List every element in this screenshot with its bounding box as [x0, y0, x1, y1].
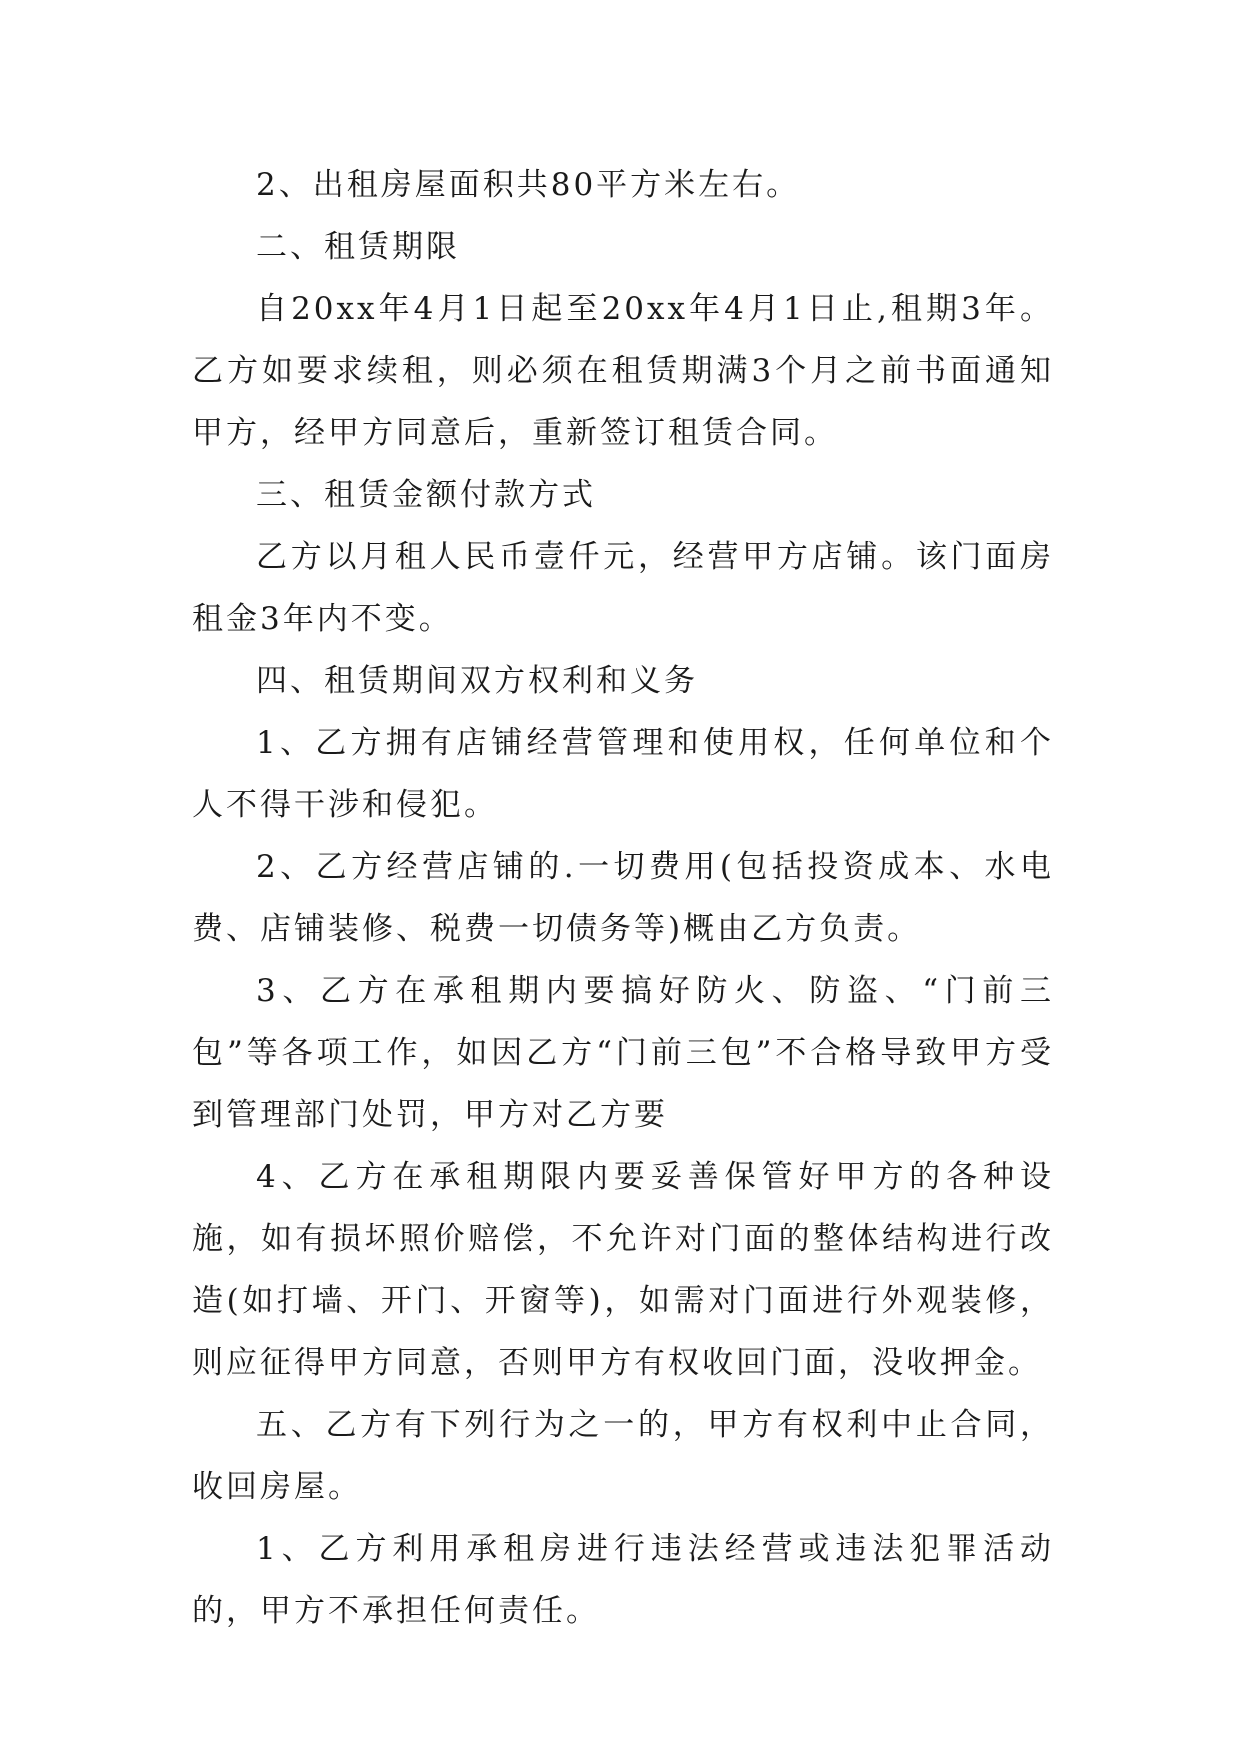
paragraph-rights-4: 4、乙方在承租期限内要妥善保管好甲方的各种设施，如有损坏照价赔偿，不允许对门面的整体结构进行改造(如打墙、开门、开窗等)，如需对门面进行外观装修，则应征得甲方同意，否则甲方有权收回门面，没收押金。	[192, 1159, 1054, 1381]
section-heading-rights: 四、租赁期间双方权利和义务	[256, 663, 698, 699]
paragraph-payment: 乙方以月租人民币壹仟元，经营甲方店铺。该门面房租金3年内不变。	[192, 539, 1054, 637]
paragraph-rights-2: 2、乙方经营店铺的.一切费用(包括投资成本、水电费、店铺装修、税费一切债务等)概由乙方负责。	[192, 849, 1054, 947]
paragraph-rights-3: 3、乙方在承租期内要搞好防火、防盗、“门前三包”等各项工作，如因乙方“门前三包”不合格导致甲方受到管理部门处罚，甲方对乙方要	[192, 973, 1054, 1133]
paragraph-termination-1: 1、乙方利用承租房进行违法经营或违法犯罪活动的，甲方不承担任何责任。	[192, 1531, 1054, 1629]
paragraph-term: 自20xx年4月1日起至20xx年4月1日止,租期3年。乙方如要求续租，则必须在租赁期满3个月之前书面通知甲方，经甲方同意后，重新签订租赁合同。	[192, 291, 1054, 451]
section-heading-payment: 三、租赁金额付款方式	[256, 477, 596, 513]
paragraph-rights-1: 1、乙方拥有店铺经营管理和使用权，任何单位和个人不得干涉和侵犯。	[192, 725, 1054, 823]
paragraph-area: 2、出租房屋面积共80平方米左右。	[256, 167, 801, 203]
section-heading-termination: 五、乙方有下列行为之一的，甲方有权利中止合同，收回房屋。	[192, 1407, 1054, 1505]
document-body	[192, 154, 1054, 1642]
section-heading-term: 二、租赁期限	[256, 229, 460, 265]
